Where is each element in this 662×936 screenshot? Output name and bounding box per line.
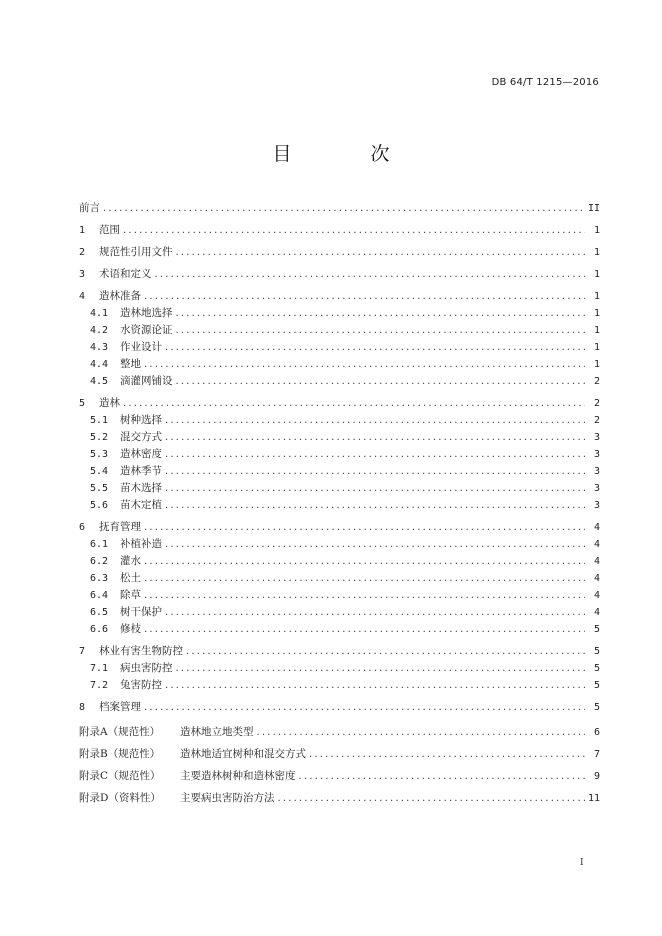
- page-ref: 5: [593, 646, 600, 657]
- page-ref: 4: [593, 539, 600, 550]
- appendix-heading: 附录B（规范性）: [79, 748, 161, 760]
- toc-entry[interactable]: [79, 288, 600, 305]
- page-ref: 1: [593, 342, 600, 353]
- page-number: I: [580, 858, 584, 868]
- toc-entry[interactable]: [79, 699, 600, 716]
- section-number: 5: [79, 398, 86, 409]
- toc-entry[interactable]: [79, 395, 600, 412]
- section-title: 树种选择: [120, 414, 162, 426]
- appendix-heading: 附录D（资料性）: [79, 792, 161, 804]
- toc-entry[interactable]: [79, 497, 600, 514]
- toc-entry-label: [79, 743, 306, 765]
- dot-leader: [144, 356, 585, 373]
- page-title: 目 次: [272, 143, 420, 165]
- toc-entry[interactable]: [79, 373, 600, 390]
- page-ref: 4: [593, 573, 600, 584]
- toc-entry[interactable]: [79, 480, 600, 497]
- toc-entry[interactable]: [79, 643, 600, 660]
- page-ref: 1: [593, 291, 600, 302]
- section-title: 范围: [99, 224, 120, 236]
- toc-entry-label: [79, 536, 162, 553]
- section-number: 5.6: [90, 500, 109, 511]
- section-title: 灌水: [120, 555, 141, 567]
- toc-entry[interactable]: [79, 339, 600, 356]
- section-number: 8: [79, 702, 86, 713]
- page-ref: 1: [593, 359, 600, 370]
- section-number: 6.4: [90, 590, 109, 601]
- section-title: 松土: [120, 572, 141, 584]
- page-ref: 4: [593, 607, 600, 618]
- toc-entry[interactable]: [79, 743, 600, 765]
- toc-entry[interactable]: [79, 765, 600, 787]
- section-title: 造林地选择: [120, 307, 173, 319]
- toc-entry-label: [79, 373, 173, 390]
- toc-entry-label: [79, 699, 141, 716]
- toc-entry[interactable]: [79, 429, 600, 446]
- toc-entry-label: [79, 480, 162, 497]
- dot-leader: [165, 339, 585, 356]
- toc-entry-label: [79, 519, 141, 536]
- dot-leader: [186, 643, 585, 660]
- toc-entry-label: [79, 587, 141, 604]
- page-ref: 7: [593, 749, 600, 760]
- toc-entry-label: [79, 660, 173, 677]
- toc-entry[interactable]: [79, 222, 600, 239]
- toc-entry-label: [79, 787, 275, 809]
- page-ref: 5: [593, 624, 600, 635]
- section-title: 修枝: [120, 623, 141, 635]
- toc-entry[interactable]: [79, 463, 600, 480]
- toc-entry-label: [79, 244, 173, 261]
- dot-leader: [165, 480, 585, 497]
- dot-leader: [165, 536, 585, 553]
- toc-entry-label: [79, 266, 152, 283]
- section-title: 除草: [120, 589, 141, 601]
- section-title: 主要病虫害防治方法: [180, 792, 275, 804]
- dot-leader: [144, 621, 585, 638]
- dot-leader: [103, 200, 585, 217]
- dot-leader: [165, 463, 585, 480]
- toc-entry-label: [79, 429, 162, 446]
- section-number: 4: [79, 291, 86, 302]
- page-ref: 1: [593, 269, 600, 280]
- section-title: 造林季节: [120, 465, 162, 477]
- dot-leader: [144, 553, 585, 570]
- table-of-contents: [79, 200, 600, 809]
- document-code: DB 64/T 1215—2016: [491, 77, 599, 88]
- page-ref: 1: [593, 325, 600, 336]
- toc-entry-label: [79, 412, 162, 429]
- dot-leader: [123, 222, 585, 239]
- toc-entry-label: [79, 570, 141, 587]
- dot-leader: [176, 305, 586, 322]
- toc-entry-label: [79, 621, 141, 638]
- page-ref: 4: [593, 556, 600, 567]
- dot-leader: [176, 322, 586, 339]
- toc-entry[interactable]: [79, 787, 600, 809]
- section-number: 5.5: [90, 483, 109, 494]
- toc-entry[interactable]: [79, 305, 600, 322]
- dot-leader: [144, 519, 585, 536]
- dot-leader: [176, 373, 586, 390]
- section-number: 6.2: [90, 556, 109, 567]
- dot-leader: [165, 497, 585, 514]
- section-number: 3: [79, 269, 86, 280]
- toc-entry-label: [79, 604, 162, 621]
- section-number: 5.3: [90, 449, 109, 460]
- section-title: 造林地适宜树种和混交方式: [180, 748, 306, 760]
- toc-entry-label: [79, 200, 100, 217]
- section-title: 造林准备: [99, 290, 141, 302]
- toc-entry-label: [79, 288, 141, 305]
- section-number: 5.4: [90, 466, 109, 477]
- dot-leader: [144, 699, 585, 716]
- section-title: 档案管理: [99, 701, 141, 713]
- dot-leader: [144, 570, 585, 587]
- page-ref: 9: [593, 771, 600, 782]
- page-ref: 1: [593, 308, 600, 319]
- section-number: 4.2: [90, 325, 109, 336]
- section-number: 7.2: [90, 680, 109, 691]
- section-title: 造林密度: [120, 448, 162, 460]
- dot-leader: [176, 660, 586, 677]
- section-number: 5.2: [90, 432, 109, 443]
- toc-entry-label: [79, 497, 162, 514]
- dot-leader: [165, 412, 585, 429]
- toc-entry-label: [79, 356, 141, 373]
- page-ref: 3: [593, 500, 600, 511]
- page-ref: 1: [593, 225, 600, 236]
- dot-leader: [299, 766, 586, 788]
- dot-leader: [123, 395, 585, 412]
- page-ref: 3: [593, 483, 600, 494]
- section-title: 整地: [120, 358, 141, 370]
- toc-entry[interactable]: [79, 570, 600, 587]
- section-title: 苗木定植: [120, 499, 162, 511]
- section-number: 6: [79, 522, 86, 533]
- toc-entry-label: [79, 643, 183, 660]
- toc-entry-label: [79, 395, 120, 412]
- toc-entry[interactable]: [79, 356, 600, 373]
- page-ref: 4: [593, 590, 600, 601]
- section-number: 6.5: [90, 607, 109, 618]
- section-title: 林业有害生物防控: [99, 645, 183, 657]
- toc-entry[interactable]: [79, 244, 600, 261]
- toc-entry[interactable]: [79, 621, 600, 638]
- section-number: 7: [79, 646, 86, 657]
- section-number: 4.5: [90, 376, 109, 387]
- toc-entry[interactable]: [79, 412, 600, 429]
- toc-entry[interactable]: [79, 677, 600, 694]
- page-ref: 2: [593, 415, 600, 426]
- section-title: 造林: [99, 397, 120, 409]
- toc-entry[interactable]: [79, 519, 600, 536]
- page-ref: 5: [593, 680, 600, 691]
- section-number: 4.3: [90, 342, 109, 353]
- toc-entry-label: [79, 322, 173, 339]
- dot-leader: [144, 587, 585, 604]
- section-number: 4.1: [90, 308, 109, 319]
- page-ref: 3: [593, 449, 600, 460]
- toc-entry-label: [79, 305, 173, 322]
- page-ref: 1: [593, 247, 600, 258]
- page-ref: 2: [593, 398, 600, 409]
- section-title: 树干保护: [120, 606, 162, 618]
- section-title: 造林地立地类型: [180, 726, 254, 738]
- toc-entry-label: [79, 222, 120, 239]
- toc-entry[interactable]: [79, 322, 600, 339]
- toc-entry-label: [79, 446, 162, 463]
- toc-entry-label: [79, 765, 296, 787]
- section-number: 7.1: [90, 663, 109, 674]
- section-title: 混交方式: [120, 431, 162, 443]
- section-title: 主要造林树种和造林密度: [180, 770, 296, 782]
- section-title: 规范性引用文件: [99, 246, 173, 258]
- section-number: 4.4: [90, 359, 109, 370]
- section-title: 抚育管理: [99, 521, 141, 533]
- toc-entry[interactable]: [79, 536, 600, 553]
- section-number: 1: [79, 225, 86, 236]
- toc-entry-label: [79, 463, 162, 480]
- section-title: 补植补造: [120, 538, 162, 550]
- toc-entry[interactable]: [79, 446, 600, 463]
- section-title: 前言: [79, 202, 100, 214]
- page-ref: 6: [593, 727, 600, 738]
- section-number: 5.1: [90, 415, 109, 426]
- toc-entry-label: [79, 339, 162, 356]
- toc-entry-label: [79, 553, 141, 570]
- page-ref: 3: [593, 466, 600, 477]
- appendix-heading: 附录C（规范性）: [79, 770, 161, 782]
- toc-entry[interactable]: [79, 660, 600, 677]
- dot-leader: [165, 429, 585, 446]
- section-title: 苗木选择: [120, 482, 162, 494]
- page-ref: 3: [593, 432, 600, 443]
- section-title: 兔害防控: [120, 679, 162, 691]
- page-ref: 11: [587, 793, 600, 804]
- section-title: 术语和定义: [99, 268, 152, 280]
- dot-leader: [144, 288, 585, 305]
- section-number: 6.6: [90, 624, 109, 635]
- section-number: 6.3: [90, 573, 109, 584]
- dot-leader: [257, 722, 586, 744]
- toc-entry[interactable]: [79, 200, 600, 217]
- section-title: 作业设计: [120, 341, 162, 353]
- page-ref: 4: [593, 522, 600, 533]
- dot-leader: [155, 266, 586, 283]
- toc-entry[interactable]: [79, 553, 600, 570]
- appendix-heading: 附录A（规范性）: [79, 726, 161, 738]
- section-title: 水资源论证: [120, 324, 173, 336]
- page-ref: 5: [593, 663, 600, 674]
- section-number: 6.1: [90, 539, 109, 550]
- toc-entry-label: [79, 721, 254, 743]
- dot-leader: [165, 604, 585, 621]
- dot-leader: [165, 446, 585, 463]
- page-ref: 2: [593, 376, 600, 387]
- toc-entry[interactable]: [79, 604, 600, 621]
- dot-leader: [165, 677, 585, 694]
- section-title: 滴灌网铺设: [120, 375, 173, 387]
- toc-entry[interactable]: [79, 721, 600, 743]
- toc-entry-label: [79, 677, 162, 694]
- toc-entry[interactable]: [79, 266, 600, 283]
- dot-leader: [309, 744, 585, 766]
- page-ref: II: [587, 203, 600, 214]
- dot-leader: [176, 244, 586, 261]
- toc-entry[interactable]: [79, 587, 600, 604]
- section-number: 2: [79, 247, 86, 258]
- page-ref: 5: [593, 702, 600, 713]
- section-title: 病虫害防控: [120, 662, 173, 674]
- dot-leader: [278, 788, 585, 810]
